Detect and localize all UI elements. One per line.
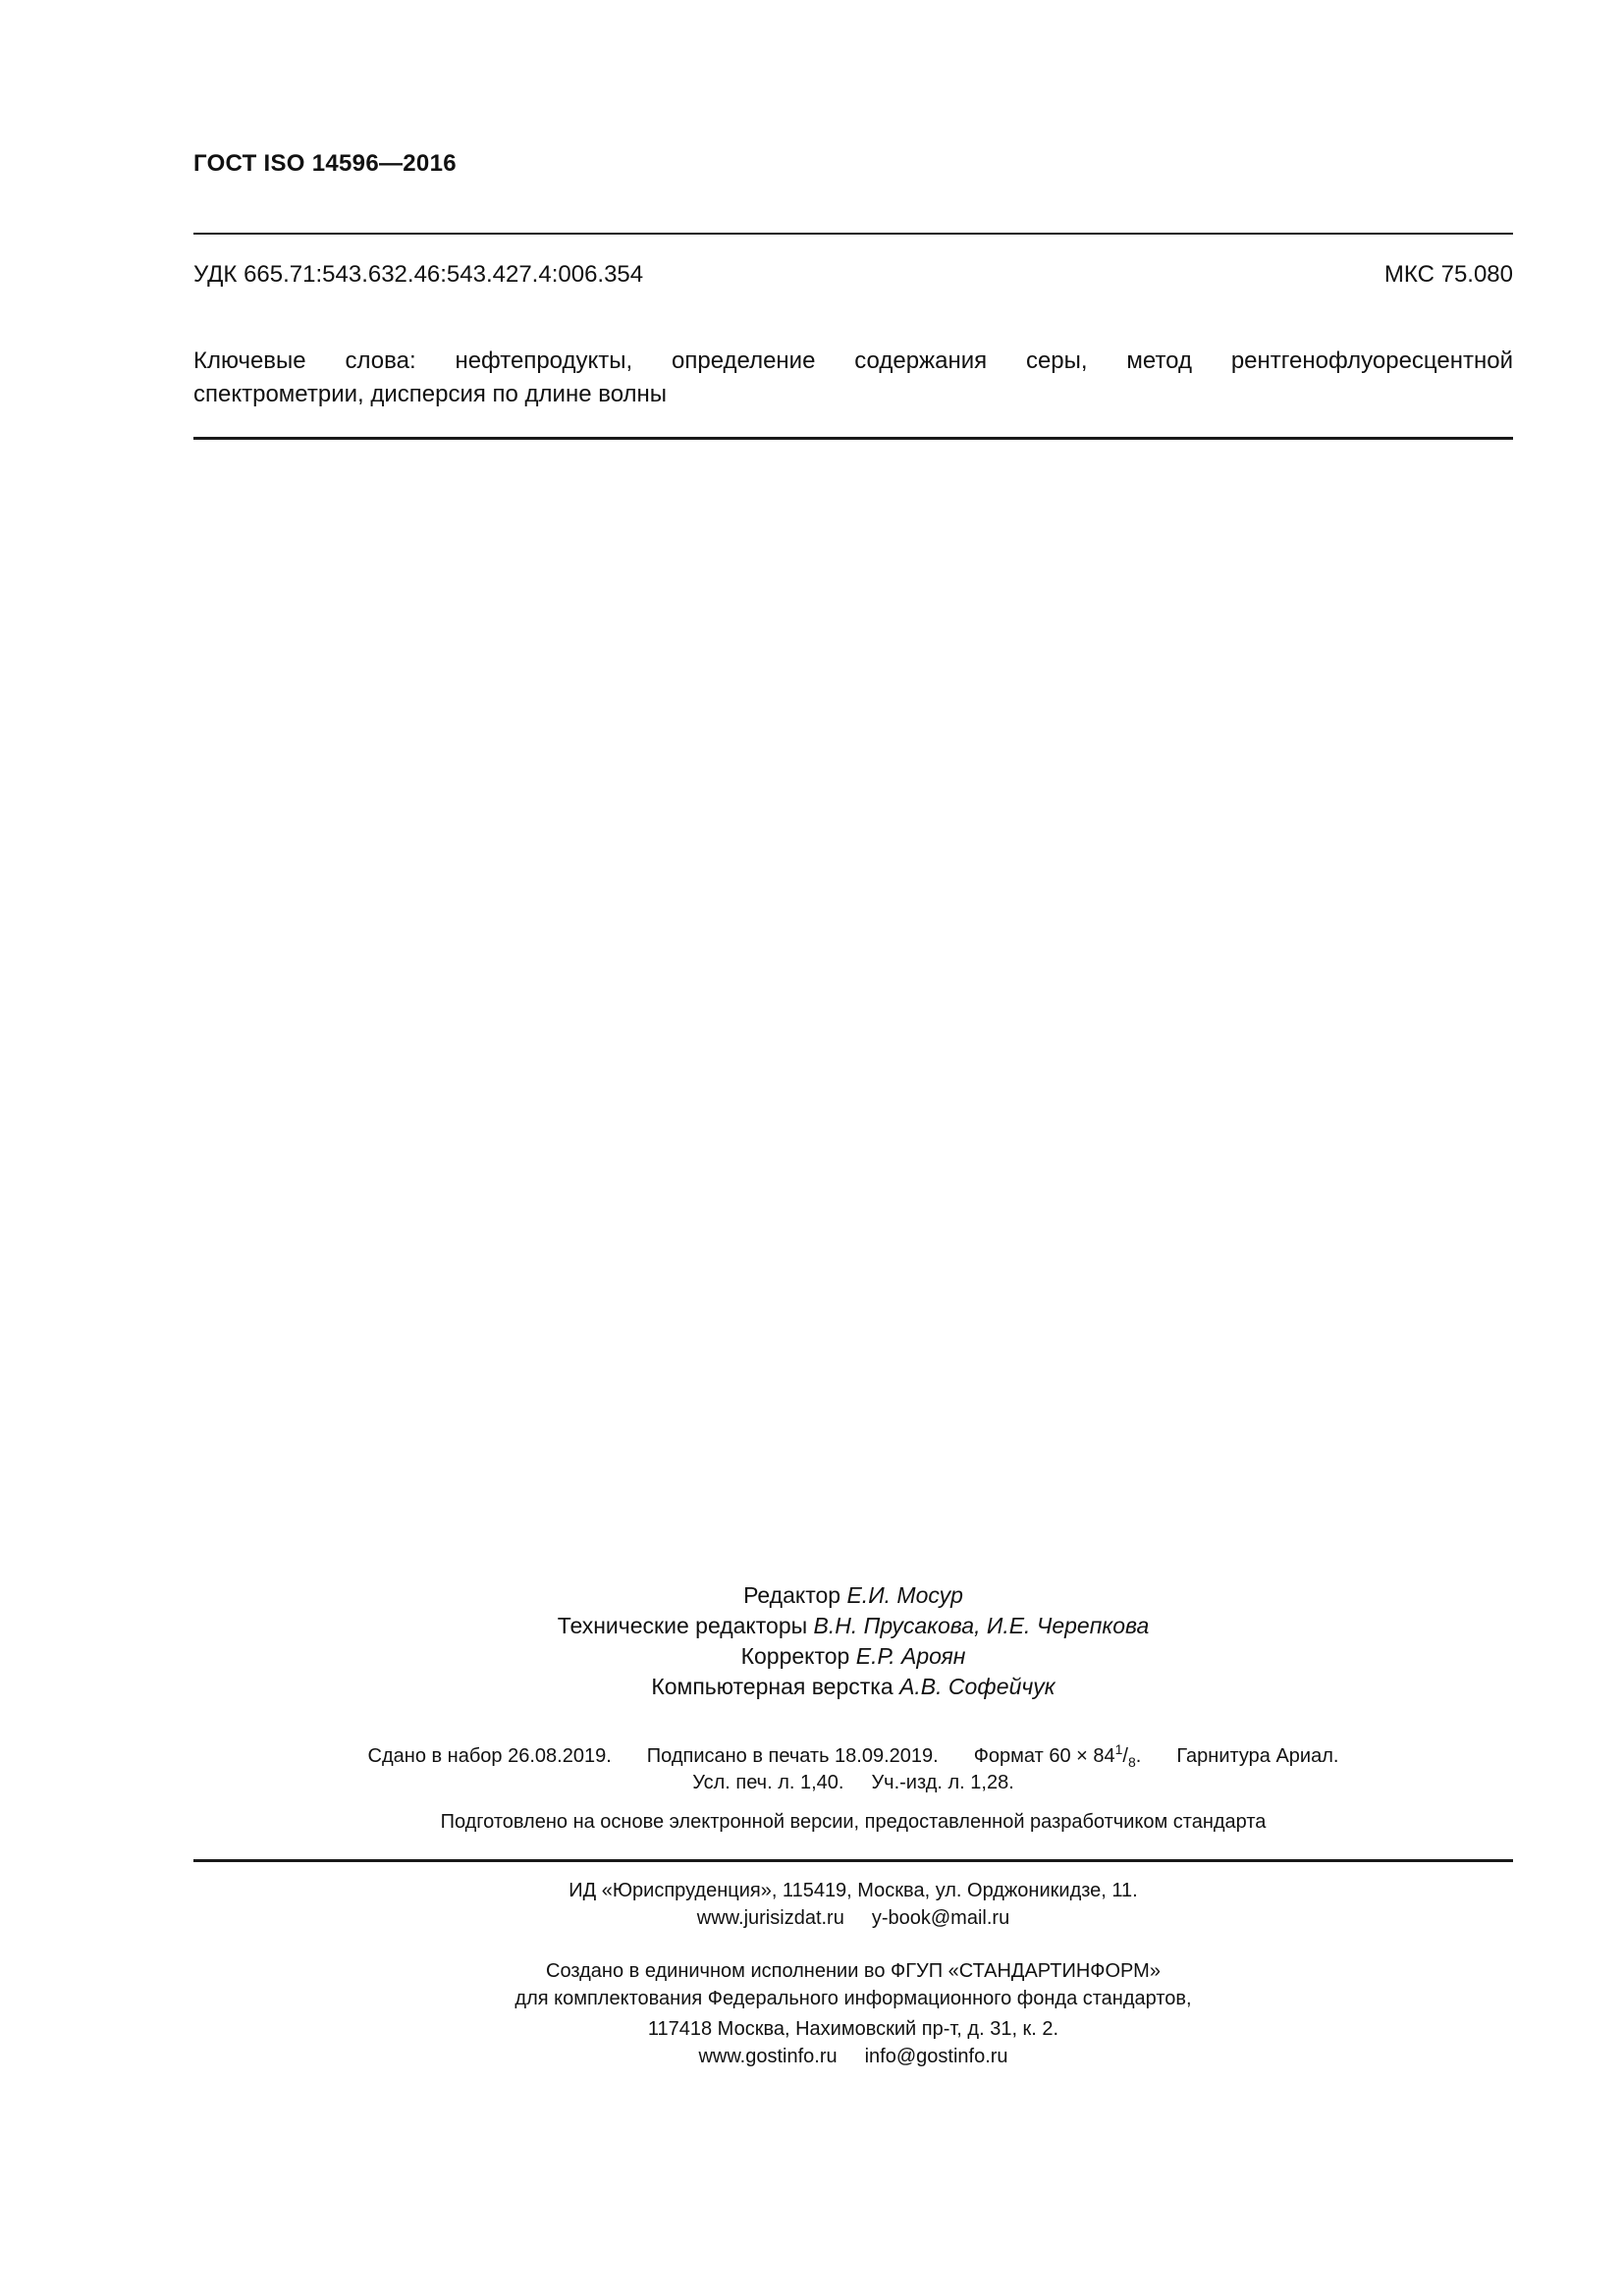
tech-editors-names: В.Н. Прусакова, И.Е. Черепкова (813, 1613, 1150, 1638)
print-sheets: Усл. печ. л. 1,40. (692, 1772, 844, 1793)
layout-name: А.В. Софейчук (899, 1674, 1056, 1699)
creator-address: 117418 Москва, Нахимовский пр-т, д. 31, к. 2. (647, 2018, 1059, 2040)
creator-email-link[interactable]: info@gostinfo.ru (864, 2046, 1008, 2067)
typeface: Гарнитура Ариал. (1176, 1745, 1339, 1767)
tech-editors-line (193, 1611, 1513, 1641)
editor-label: Редактор (743, 1582, 841, 1608)
publisher-block (193, 1877, 1513, 1932)
publication-line-1 (193, 1743, 1513, 1770)
publication-info (193, 1743, 1513, 1796)
corrector-line (193, 1641, 1513, 1672)
creator-line-1: Создано в единичном исполнении во ФГУП «СТАНДАРТИНФОРМ» (546, 1960, 1161, 1982)
publisher-email-link[interactable]: y-book@mail.ru (871, 1907, 1010, 1929)
corrector-label: Корректор (740, 1643, 850, 1669)
signed-date: Подписано в печать 18.09.2019. (646, 1745, 939, 1767)
prepared-note: Подготовлено на основе электронной версии, предоставленной разработчиком стандарта (440, 1811, 1267, 1833)
keywords-divider (193, 437, 1513, 440)
layout-label: Компьютерная верстка (651, 1674, 893, 1699)
creator-block (193, 1957, 1513, 2012)
creator-line-2: для комплектования Федерального информационного фонда стандартов, (514, 1988, 1192, 2009)
tech-editors-label: Технические редакторы (557, 1613, 808, 1638)
credits-block (193, 1580, 1513, 1702)
document-code: ГОСТ ISO 14596—2016 (193, 150, 457, 177)
corrector-name: Е.Р. Ароян (855, 1643, 966, 1669)
creator-contacts-block (193, 2015, 1513, 2070)
keywords (193, 345, 1513, 411)
publisher-contacts (193, 1904, 1513, 1932)
keywords-line-2: спектрометрии, дисперсия по длине волны (193, 381, 668, 407)
publisher-address: ИД «Юриспруденция», 115419, Москва, ул. Орджоникидзе, 11. (568, 1880, 1138, 1901)
publisher-site-link[interactable]: www.jurisizdat.ru (696, 1907, 844, 1929)
editor-line (193, 1580, 1513, 1611)
editor-name: Е.И. Мосур (846, 1582, 963, 1608)
keywords-line-1: Ключевые слова: нефтепродукты, определение содержания серы, метод рентгенофлуоресцентной (193, 347, 1513, 374)
format: Формат $60 \times 84^1/_8$. (973, 1741, 1142, 1770)
classification-row (193, 261, 1513, 289)
udk-code: УДК 665.71:543.632.46:543.427.4:006.354 (193, 261, 644, 288)
creator-contacts (193, 2043, 1513, 2070)
typeset-date: Сдано в набор 26.08.2019. (367, 1745, 612, 1767)
top-divider (193, 233, 1513, 235)
mks-code: МКС 75.080 (1383, 261, 1513, 288)
pub-sheets: Уч.-изд. л. 1,28. (871, 1772, 1014, 1793)
publication-line-2 (193, 1770, 1513, 1796)
layout-line (193, 1672, 1513, 1702)
creator-site-link[interactable]: www.gostinfo.ru (698, 2046, 838, 2067)
footer-divider (193, 1859, 1513, 1862)
